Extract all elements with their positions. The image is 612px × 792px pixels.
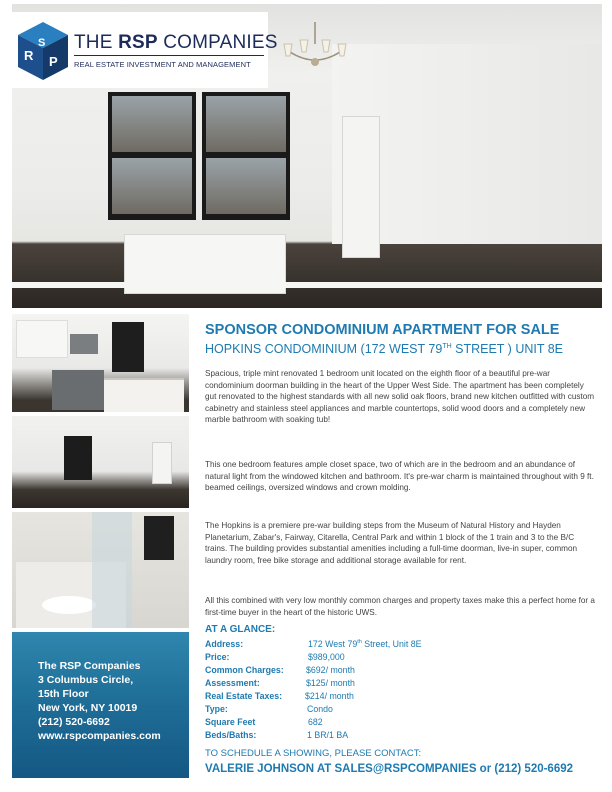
oak-floor [12, 244, 602, 308]
bedroom-photo [12, 416, 189, 508]
logo-mark-letter-s: S [38, 37, 46, 49]
glance-value-price: $989,000 [308, 652, 345, 662]
contact-website-link[interactable]: www.rspcompanies.com [38, 730, 161, 742]
rsp-cube-logo-icon [16, 20, 70, 82]
subheading-text-after: STREET ) UNIT 8E [451, 342, 564, 356]
subheading-superscript: TH [442, 343, 452, 350]
baseboard [12, 282, 602, 288]
contact-company-name: The RSP Companies [38, 660, 141, 672]
glance-value-address [308, 639, 421, 649]
listing-subheading [205, 342, 563, 356]
listing-heading: SPONSOR CONDOMINIUM APARTMENT FOR SALE [205, 322, 560, 338]
contact-phone: (212) 520-6692 [38, 716, 110, 728]
company-logo [12, 12, 278, 88]
kitchen-photo [12, 314, 189, 412]
description-paragraph-2: This one bedroom features ample closet space, two of which are in the bedroom and an abundance of natural light from the windowed kitchen and bathroom. It's pre-war charm is maintained throughout with 9 ft. beamed ceilings, oversized windows and crown molding. [205, 460, 594, 493]
interior-door [342, 116, 380, 258]
address-superscript: th [357, 639, 362, 645]
window-left [108, 92, 196, 220]
glance-label-square-feet: Square Feet [205, 717, 256, 727]
glance-value-assessment: $125/ month [306, 678, 355, 688]
logo-title-rsp: RSP [118, 32, 158, 53]
glance-label-assessment: Assessment: [205, 678, 260, 688]
contact-city-state-zip: New York, NY 10019 [38, 702, 138, 714]
glance-label-real-estate-taxes: Real Estate Taxes: [205, 691, 283, 701]
glance-value-common-charges: $692/ month [306, 665, 355, 675]
glance-value-square-feet: 682 [308, 717, 323, 727]
glance-value-real-estate-taxes: $214/ month [305, 691, 354, 701]
chandelier-icon [280, 22, 350, 76]
schedule-showing-text: TO SCHEDULE A SHOWING, PLEASE CONTACT: [205, 748, 422, 759]
description-paragraph-4: All this combined with very low monthly common charges and property taxes make this a perfect home for a first-time buyer in the heart of the historic UWS. [205, 596, 595, 617]
logo-mark-letter-p: P [49, 54, 58, 69]
agent-contact-line[interactable]: VALERIE JOHNSON AT SALES@RSPCOMPANIES or (212) 520-6692 [205, 763, 574, 775]
subheading-text-before: HOPKINS CONDOMINIUM (172 WEST 79 [205, 342, 443, 356]
logo-title-companies: COMPANIES [157, 32, 278, 53]
glance-value-type: Condo [307, 704, 333, 714]
glance-label-address: Address: [205, 639, 244, 649]
contact-address-line-1: 3 Columbus Circle, [38, 674, 134, 686]
glance-value-beds-baths: 1 BR/1 BA [307, 730, 349, 740]
description-paragraph-3: The Hopkins is a premiere pre-war building steps from the Museum of Natural History and Hayden Planetarium, Zabar's, Fairway, Citarella, Central Park and within 1 block of the 1 train and 3 to the B/C trains. The building provides substantial amenities including a full-time doorman, live-in super, common laundry room, free bike storage and additional storage available for rent. [205, 521, 578, 565]
logo-subtitle: REAL ESTATE INVESTMENT AND MANAGEMENT [74, 60, 251, 69]
address-text-before: 172 West 79 [308, 639, 358, 649]
logo-divider [74, 55, 264, 56]
glance-label-common-charges: Common Charges: [205, 665, 284, 675]
company-contact-box [12, 632, 189, 778]
contact-address-line-2: 15th Floor [38, 688, 89, 700]
address-text-after: Street, Unit 8E [361, 639, 422, 649]
at-a-glance-title: AT A GLANCE: [205, 624, 276, 635]
logo-title [74, 32, 278, 54]
logo-title-the: THE [74, 32, 119, 53]
logo-mark-letter-r: R [24, 48, 34, 63]
glance-label-type: Type: [205, 704, 228, 714]
window-right [202, 92, 290, 220]
bathroom-photo [12, 512, 189, 628]
glance-label-price: Price: [205, 652, 230, 662]
glance-label-beds-baths: Beds/Baths: [205, 730, 257, 740]
description-paragraph-1: Spacious, triple mint renovated 1 bedroom unit located on the eighth floor of a beautiful pre-war condominium doorman building in the heart of the Upper West Side. The apartment has been completely gut renovated to the highest standards with all new solid oak floors, brand new kitchen outfitted with custom cabinetry and stainless steel appliances and marble countertops, solid wood doors and a completely new marble bathroom with soaking tub! [205, 369, 595, 425]
